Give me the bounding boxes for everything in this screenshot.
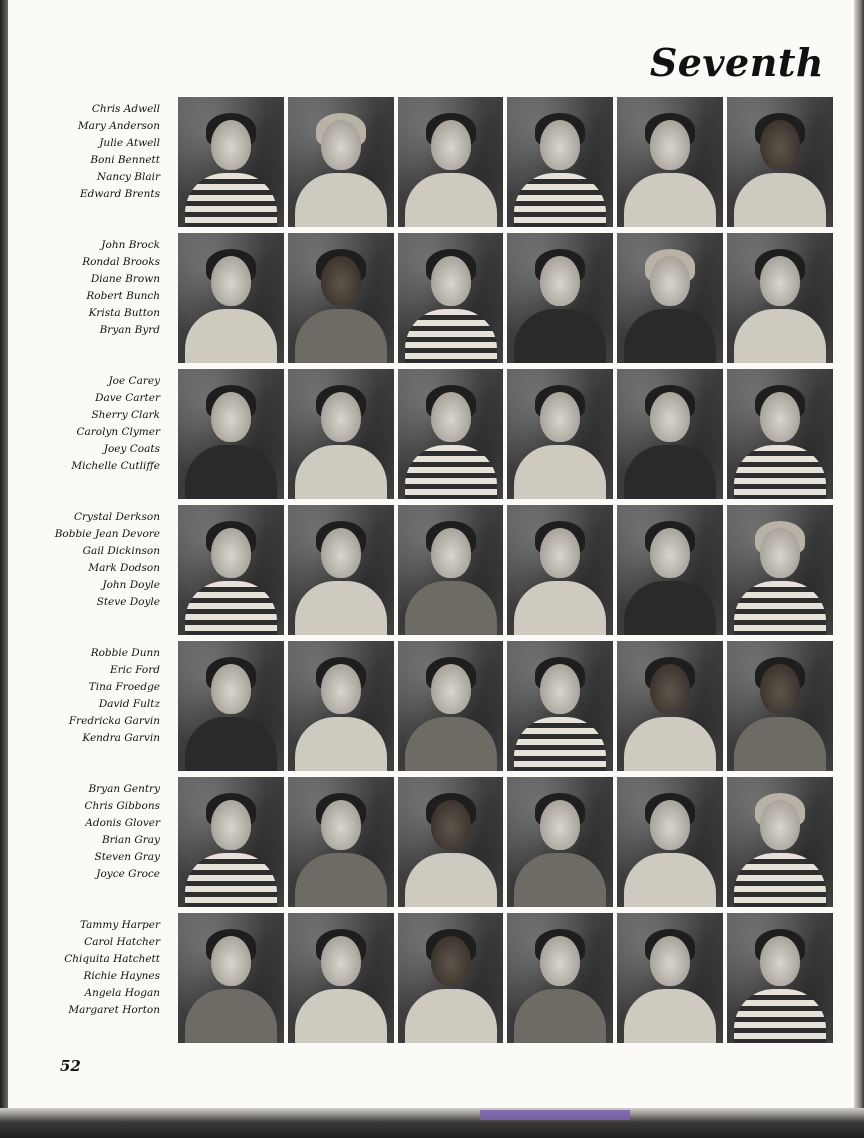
student-name: Chris Adwell [91, 103, 160, 115]
student-portrait [178, 97, 284, 227]
photo-row [178, 913, 833, 1043]
portrait-shoulders [734, 717, 826, 771]
portrait-face [650, 256, 690, 306]
portrait-face [211, 936, 251, 986]
student-portrait [727, 97, 833, 227]
portrait-shoulders [734, 309, 826, 363]
portrait-shoulders [185, 173, 277, 227]
student-name: Chiquita Hatchett [64, 952, 160, 965]
portrait-shoulders [514, 173, 606, 227]
student-portrait [398, 97, 504, 227]
portrait-face [650, 528, 690, 578]
portrait-face [650, 120, 690, 170]
portrait-face [321, 528, 361, 578]
portrait-shoulders [624, 445, 716, 499]
student-portrait [398, 777, 504, 907]
portrait-shoulders [514, 989, 606, 1043]
portrait-shoulders [295, 309, 387, 363]
portrait-shoulders [734, 989, 826, 1043]
portrait-face [650, 392, 690, 442]
portrait-face [760, 664, 800, 714]
portrait-face [431, 528, 471, 578]
student-name: Mark Dodson [88, 561, 160, 574]
student-portrait [288, 233, 394, 363]
portrait-face [211, 528, 251, 578]
student-name: Robbie Dunn [90, 647, 160, 659]
student-portrait [398, 641, 504, 771]
book-spine-shadow [0, 0, 8, 1138]
student-portrait [178, 913, 284, 1043]
student-portrait [178, 369, 284, 499]
student-name: Brian Gray [101, 833, 160, 846]
student-portrait [617, 505, 723, 635]
photo-row [178, 641, 833, 771]
student-name: Krista Button [88, 306, 160, 319]
portrait-shoulders [514, 853, 606, 907]
portrait-face [321, 120, 361, 170]
portrait-face [211, 256, 251, 306]
portrait-face [650, 936, 690, 986]
portrait-shoulders [185, 581, 277, 635]
photo-row [178, 369, 833, 499]
student-name: Steven Gray [94, 850, 160, 863]
student-portrait [617, 97, 723, 227]
student-name: Dave Carter [95, 391, 160, 404]
portrait-shoulders [185, 309, 277, 363]
student-portrait [507, 97, 613, 227]
portrait-face [760, 256, 800, 306]
portrait-shoulders [405, 445, 497, 499]
photo-row [178, 777, 833, 907]
portrait-shoulders [405, 173, 497, 227]
student-portrait [288, 777, 394, 907]
portrait-shoulders [295, 581, 387, 635]
section-title: Seventh [649, 40, 824, 85]
student-name: Bobbie Jean Devore [54, 527, 160, 540]
student-name: Crystal Derkson [73, 511, 160, 523]
student-portrait [288, 369, 394, 499]
portrait-shoulders [734, 581, 826, 635]
student-name: Julie Atwell [99, 136, 160, 149]
student-portrait [617, 369, 723, 499]
name-list [20, 645, 160, 746]
student-name: Chris Gibbons [84, 799, 160, 812]
student-portrait [507, 777, 613, 907]
portrait-shoulders [295, 853, 387, 907]
portrait-shoulders [405, 717, 497, 771]
name-list [20, 237, 160, 338]
student-portrait [727, 641, 833, 771]
student-name: Joe Carey [108, 375, 160, 387]
yearbook-page [8, 0, 854, 1108]
student-portrait [398, 505, 504, 635]
student-name: Kendra Garvin [82, 731, 160, 744]
student-portrait [178, 777, 284, 907]
portrait-face [540, 120, 580, 170]
page-edge [854, 0, 864, 1138]
portrait-shoulders [295, 445, 387, 499]
student-portrait [507, 233, 613, 363]
name-list [20, 509, 160, 610]
portrait-face [650, 800, 690, 850]
portrait-face [431, 800, 471, 850]
student-name: David Fultz [98, 697, 160, 710]
student-name: Carolyn Clymer [76, 425, 160, 438]
portrait-face [540, 936, 580, 986]
portrait-face [760, 392, 800, 442]
portrait-face [540, 800, 580, 850]
book-bottom-edge [0, 1108, 864, 1138]
portrait-shoulders [185, 445, 277, 499]
portrait-shoulders [624, 853, 716, 907]
student-name: John Doyle [102, 578, 160, 591]
student-portrait [178, 641, 284, 771]
portrait-shoulders [185, 853, 277, 907]
portrait-face [321, 256, 361, 306]
student-name: Carol Hatcher [84, 935, 160, 948]
name-list [20, 101, 160, 202]
student-portrait [288, 641, 394, 771]
student-portrait [507, 505, 613, 635]
portrait-shoulders [624, 173, 716, 227]
portrait-face [321, 664, 361, 714]
portrait-face [211, 120, 251, 170]
student-portrait [398, 233, 504, 363]
photo-row [178, 505, 833, 635]
portrait-shoulders [514, 717, 606, 771]
portrait-face [540, 256, 580, 306]
student-name: Joyce Groce [96, 867, 160, 880]
student-portrait [288, 97, 394, 227]
student-name: Bryan Gentry [88, 783, 160, 795]
student-portrait [507, 369, 613, 499]
portrait-face [540, 528, 580, 578]
portrait-shoulders [624, 309, 716, 363]
student-portrait [398, 369, 504, 499]
student-portrait [178, 233, 284, 363]
portrait-shoulders [405, 853, 497, 907]
portrait-face [760, 120, 800, 170]
portrait-shoulders [514, 309, 606, 363]
student-name: Nancy Blair [96, 170, 160, 183]
portrait-shoulders [185, 717, 277, 771]
student-name: Adonis Glover [85, 816, 160, 829]
student-portrait [507, 641, 613, 771]
student-name: Tina Froedge [88, 680, 160, 693]
student-portrait [727, 369, 833, 499]
portrait-face [211, 664, 251, 714]
student-name: Angela Hogan [84, 986, 160, 999]
portrait-shoulders [295, 173, 387, 227]
portrait-face [540, 664, 580, 714]
portrait-face [321, 936, 361, 986]
student-portrait [617, 233, 723, 363]
portrait-shoulders [624, 581, 716, 635]
portrait-shoulders [734, 173, 826, 227]
portrait-face [431, 120, 471, 170]
portrait-shoulders [405, 309, 497, 363]
student-portrait [727, 505, 833, 635]
student-name: Gail Dickinson [82, 544, 160, 557]
portrait-face [431, 256, 471, 306]
photo-row [178, 233, 833, 363]
student-name: Boni Bennett [90, 153, 160, 166]
student-portrait [178, 505, 284, 635]
student-portrait [727, 777, 833, 907]
portrait-face [431, 664, 471, 714]
student-name: Robert Bunch [86, 289, 160, 302]
student-name: Michelle Cutliffe [71, 459, 160, 472]
name-list [20, 373, 160, 474]
portrait-face [321, 800, 361, 850]
student-portrait [288, 913, 394, 1043]
portrait-shoulders [734, 445, 826, 499]
portrait-shoulders [185, 989, 277, 1043]
portrait-face [321, 392, 361, 442]
name-list [20, 917, 160, 1018]
portrait-face [431, 392, 471, 442]
student-portrait [507, 913, 613, 1043]
student-name: Steve Doyle [96, 595, 160, 608]
student-name: Bryan Byrd [99, 323, 160, 336]
student-name: Edward Brents [79, 187, 160, 200]
portrait-shoulders [295, 717, 387, 771]
portrait-shoulders [295, 989, 387, 1043]
portrait-shoulders [405, 989, 497, 1043]
portrait-shoulders [624, 717, 716, 771]
portrait-shoulders [734, 853, 826, 907]
portrait-face [211, 800, 251, 850]
student-name: Fredricka Garvin [68, 714, 160, 727]
student-name: Tammy Harper [79, 919, 160, 931]
portrait-face [650, 664, 690, 714]
student-portrait [288, 505, 394, 635]
student-name: Mary Anderson [77, 119, 160, 132]
portrait-face [211, 392, 251, 442]
name-list [20, 781, 160, 882]
student-name: Richie Haynes [83, 969, 160, 982]
bookmark-ribbon [480, 1110, 630, 1120]
portrait-face [431, 936, 471, 986]
student-portrait [727, 913, 833, 1043]
portrait-face [760, 936, 800, 986]
photo-row [178, 97, 833, 227]
student-name: Eric Ford [109, 663, 160, 676]
portrait-shoulders [405, 581, 497, 635]
student-portrait [398, 913, 504, 1043]
portrait-shoulders [514, 445, 606, 499]
portrait-shoulders [624, 989, 716, 1043]
student-name: Joey Coats [103, 442, 160, 455]
student-portrait [727, 233, 833, 363]
student-name: Sherry Clark [91, 408, 160, 421]
student-portrait [617, 913, 723, 1043]
student-name: Diane Brown [90, 272, 160, 285]
portrait-face [760, 528, 800, 578]
student-name: John Brock [101, 239, 160, 251]
portrait-shoulders [514, 581, 606, 635]
student-portrait [617, 777, 723, 907]
portrait-face [760, 800, 800, 850]
student-portrait [617, 641, 723, 771]
student-name: Rondal Brooks [82, 255, 160, 268]
page-number: 52 [60, 1057, 81, 1075]
portrait-face [540, 392, 580, 442]
student-name: Margaret Horton [68, 1003, 160, 1016]
